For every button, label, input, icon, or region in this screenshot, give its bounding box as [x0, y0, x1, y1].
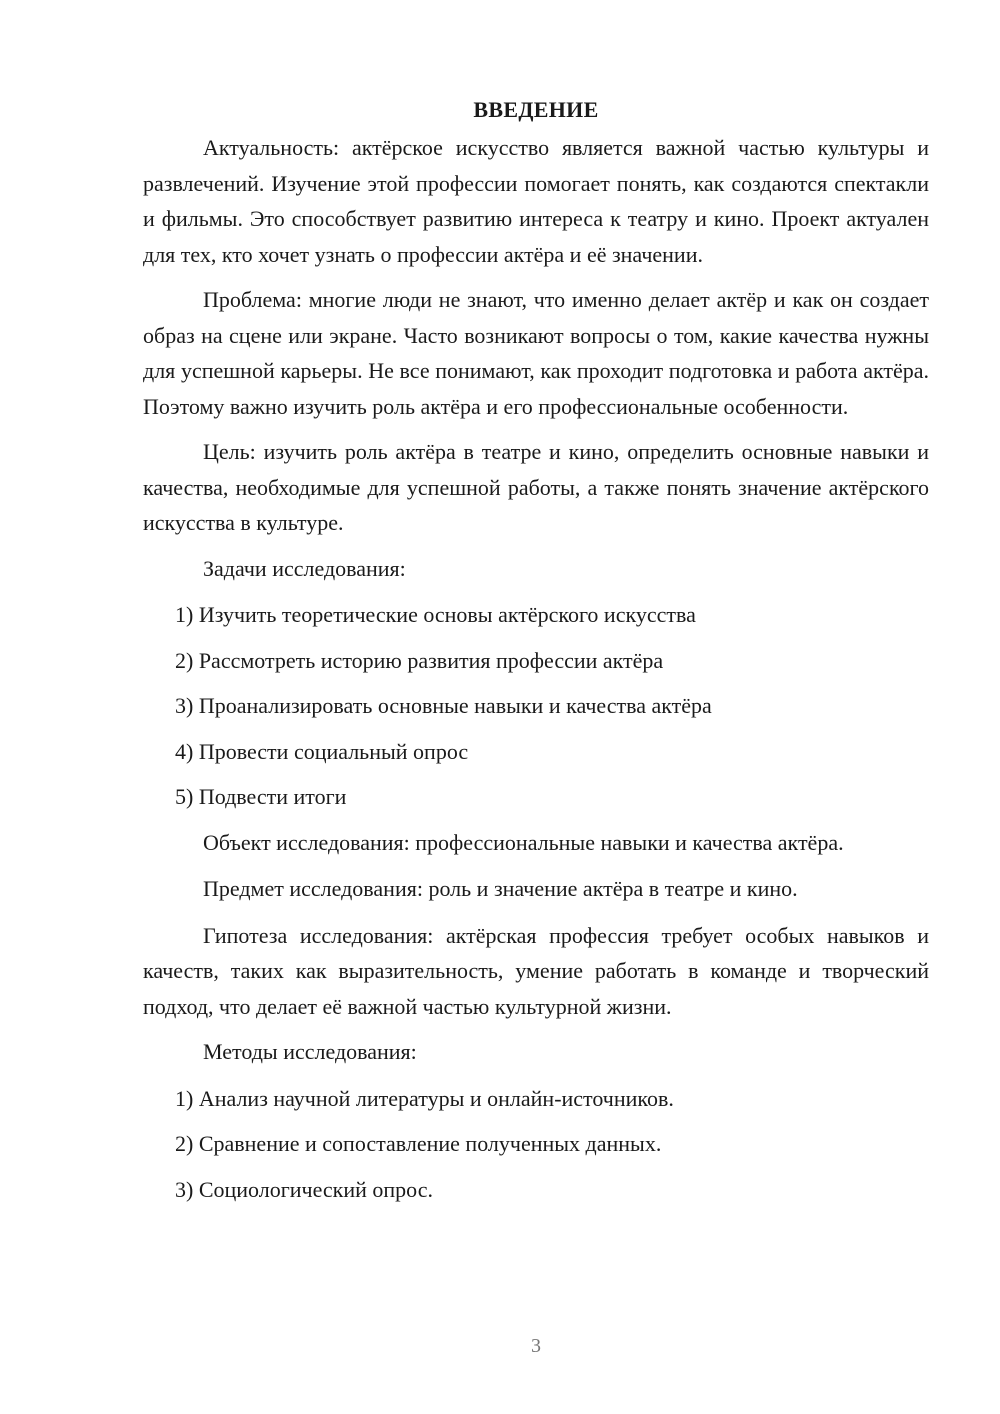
page-title: ВВЕДЕНИЕ: [473, 97, 599, 122]
object-paragraph: Объект исследования: профессиональные навыки и качества актёра.: [203, 829, 844, 855]
problem-paragraph: Проблема: многие люди не знают, что именно делает актёр и как он создает образ на сцене или экране. Часто возникают вопросы о том, какие качества нужны для успешной карьеры. Не все понимают, как проходит подготовка и работа актёра. Поэтому важно изучить роль актёра и его профессиональные особенности.: [143, 287, 929, 419]
list-item: 3) Проанализировать основные навыки и качества актёра: [175, 693, 712, 718]
methods-list: [143, 1081, 929, 1208]
goal-paragraph: Цель: изучить роль актёра в театре и кино, определить основные навыки и качества, необходимые для успешной работы, а также понять значение актёрского искусства в культуре.: [143, 439, 929, 535]
list-item: 4) Провести социальный опрос: [175, 738, 469, 764]
list-item: 5) Подвести итоги: [175, 784, 347, 809]
list-item: 1) Анализ научной литературы и онлайн-источников.: [175, 1085, 674, 1111]
list-item: 3) Социологический опрос.: [175, 1176, 433, 1202]
methods-heading: Методы исследования:: [203, 1039, 417, 1064]
list-item: 2) Сравнение и сопоставление полученных данных.: [175, 1131, 662, 1156]
document-page: [143, 96, 929, 1217]
hypothesis-paragraph: Гипотеза исследования: актёрская профессия требует особых навыков и качеств, таких как выразительность, умение работать в команде и творческий подход, что делает её важной частью культурной жизни.: [143, 922, 929, 1019]
tasks-heading: Задачи исследования:: [203, 555, 406, 581]
tasks-list: [143, 597, 929, 815]
subject-paragraph: Предмет исследования: роль и значение актёра в театре и кино.: [203, 876, 798, 901]
page-number: 3: [531, 1335, 541, 1357]
list-item: 1) Изучить теоретические основы актёрского искусства: [175, 602, 696, 627]
list-item: 2) Рассмотреть историю развития профессии актёра: [175, 647, 664, 673]
relevance-paragraph: Актуальность: актёрское искусство является важной частью культуры и развлечений. Изучение этой профессии помогает понять, как создаются спектакли и фильмы. Это способствует развитию интереса к театру и кино. Проект актуален для тех, кто хочет узнать о профессии актёра и её значении.: [143, 135, 929, 267]
